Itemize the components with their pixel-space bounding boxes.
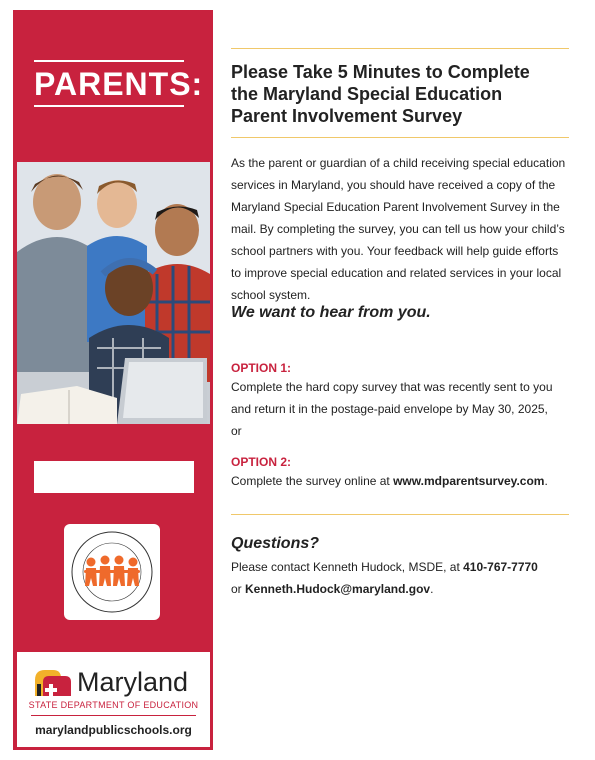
option-2-text-after: . [544,474,548,488]
option-2-text [231,470,576,492]
students-photo [17,162,210,424]
intro-paragraph [231,152,576,306]
option-1-line: and return it in the postage-paid envelope by May 30, 2025, [231,402,548,416]
option-1-line: Complete the hard copy survey that was recently sent to you [231,380,553,394]
intro-line: school system. [231,288,311,302]
contact-end: . [430,582,434,596]
option-1-line: or [231,424,242,438]
intro-line: services in Maryland, you should have received a copy of the [231,178,556,192]
headline-line: Please Take 5 Minutes to Complete [231,62,530,82]
page-headline [231,61,571,127]
contact-or: or [231,582,246,596]
intro-line: As the parent or guardian of a child receiving special education [231,156,566,170]
msde-name: Maryland [77,667,189,697]
intro-line: Maryland Special Education Parent Involvement Survey in the [231,200,560,214]
contact-email[interactable]: Kenneth.Hudock@maryland.gov [245,582,431,596]
headline-line: Parent Involvement Survey [231,106,463,126]
contact-line-2 [231,578,576,600]
questions-heading: Questions? [231,535,320,552]
maryland-flag-icon [31,666,73,696]
msde-website: marylandpublicschools.org [35,723,192,737]
headline-rule-bottom [231,137,569,138]
intro-line: to improve special education and related services in your local [231,266,562,280]
questions-rule [231,514,569,515]
msde-department: STATE DEPARTMENT OF EDUCATION [28,700,199,710]
tagline: We want to hear from you. [231,304,431,321]
contact-text-before: Please contact Kenneth Hudock, MSDE, at [231,560,464,574]
option-2-label: OPTION 2: [231,455,292,469]
contact-phone[interactable]: 410-767-7770 [463,560,538,574]
msde-logo-block [17,652,210,747]
special-education-seal [64,524,160,620]
sidebar-title: PARENTS: [34,66,204,102]
title-rule-top [34,60,184,62]
contact-text [231,556,576,600]
headline-rule-top [231,48,569,49]
survey-link[interactable]: www.mdparentsurvey.com [393,474,545,488]
option-1-label: OPTION 1: [231,361,292,375]
contact-line-1 [231,556,576,578]
option-1-text [231,376,576,442]
headline-line: the Maryland Special Education [231,84,503,104]
intro-line: school partners with you. Your feedback will help guide efforts [231,244,559,258]
msde-divider [31,715,196,716]
title-rule-bottom [34,105,184,107]
blank-label-box [34,461,194,493]
option-2-text-before: Complete the survey online at [231,474,394,488]
intro-line: mail. By completing the survey, you can tell us how your child’s [231,222,565,236]
